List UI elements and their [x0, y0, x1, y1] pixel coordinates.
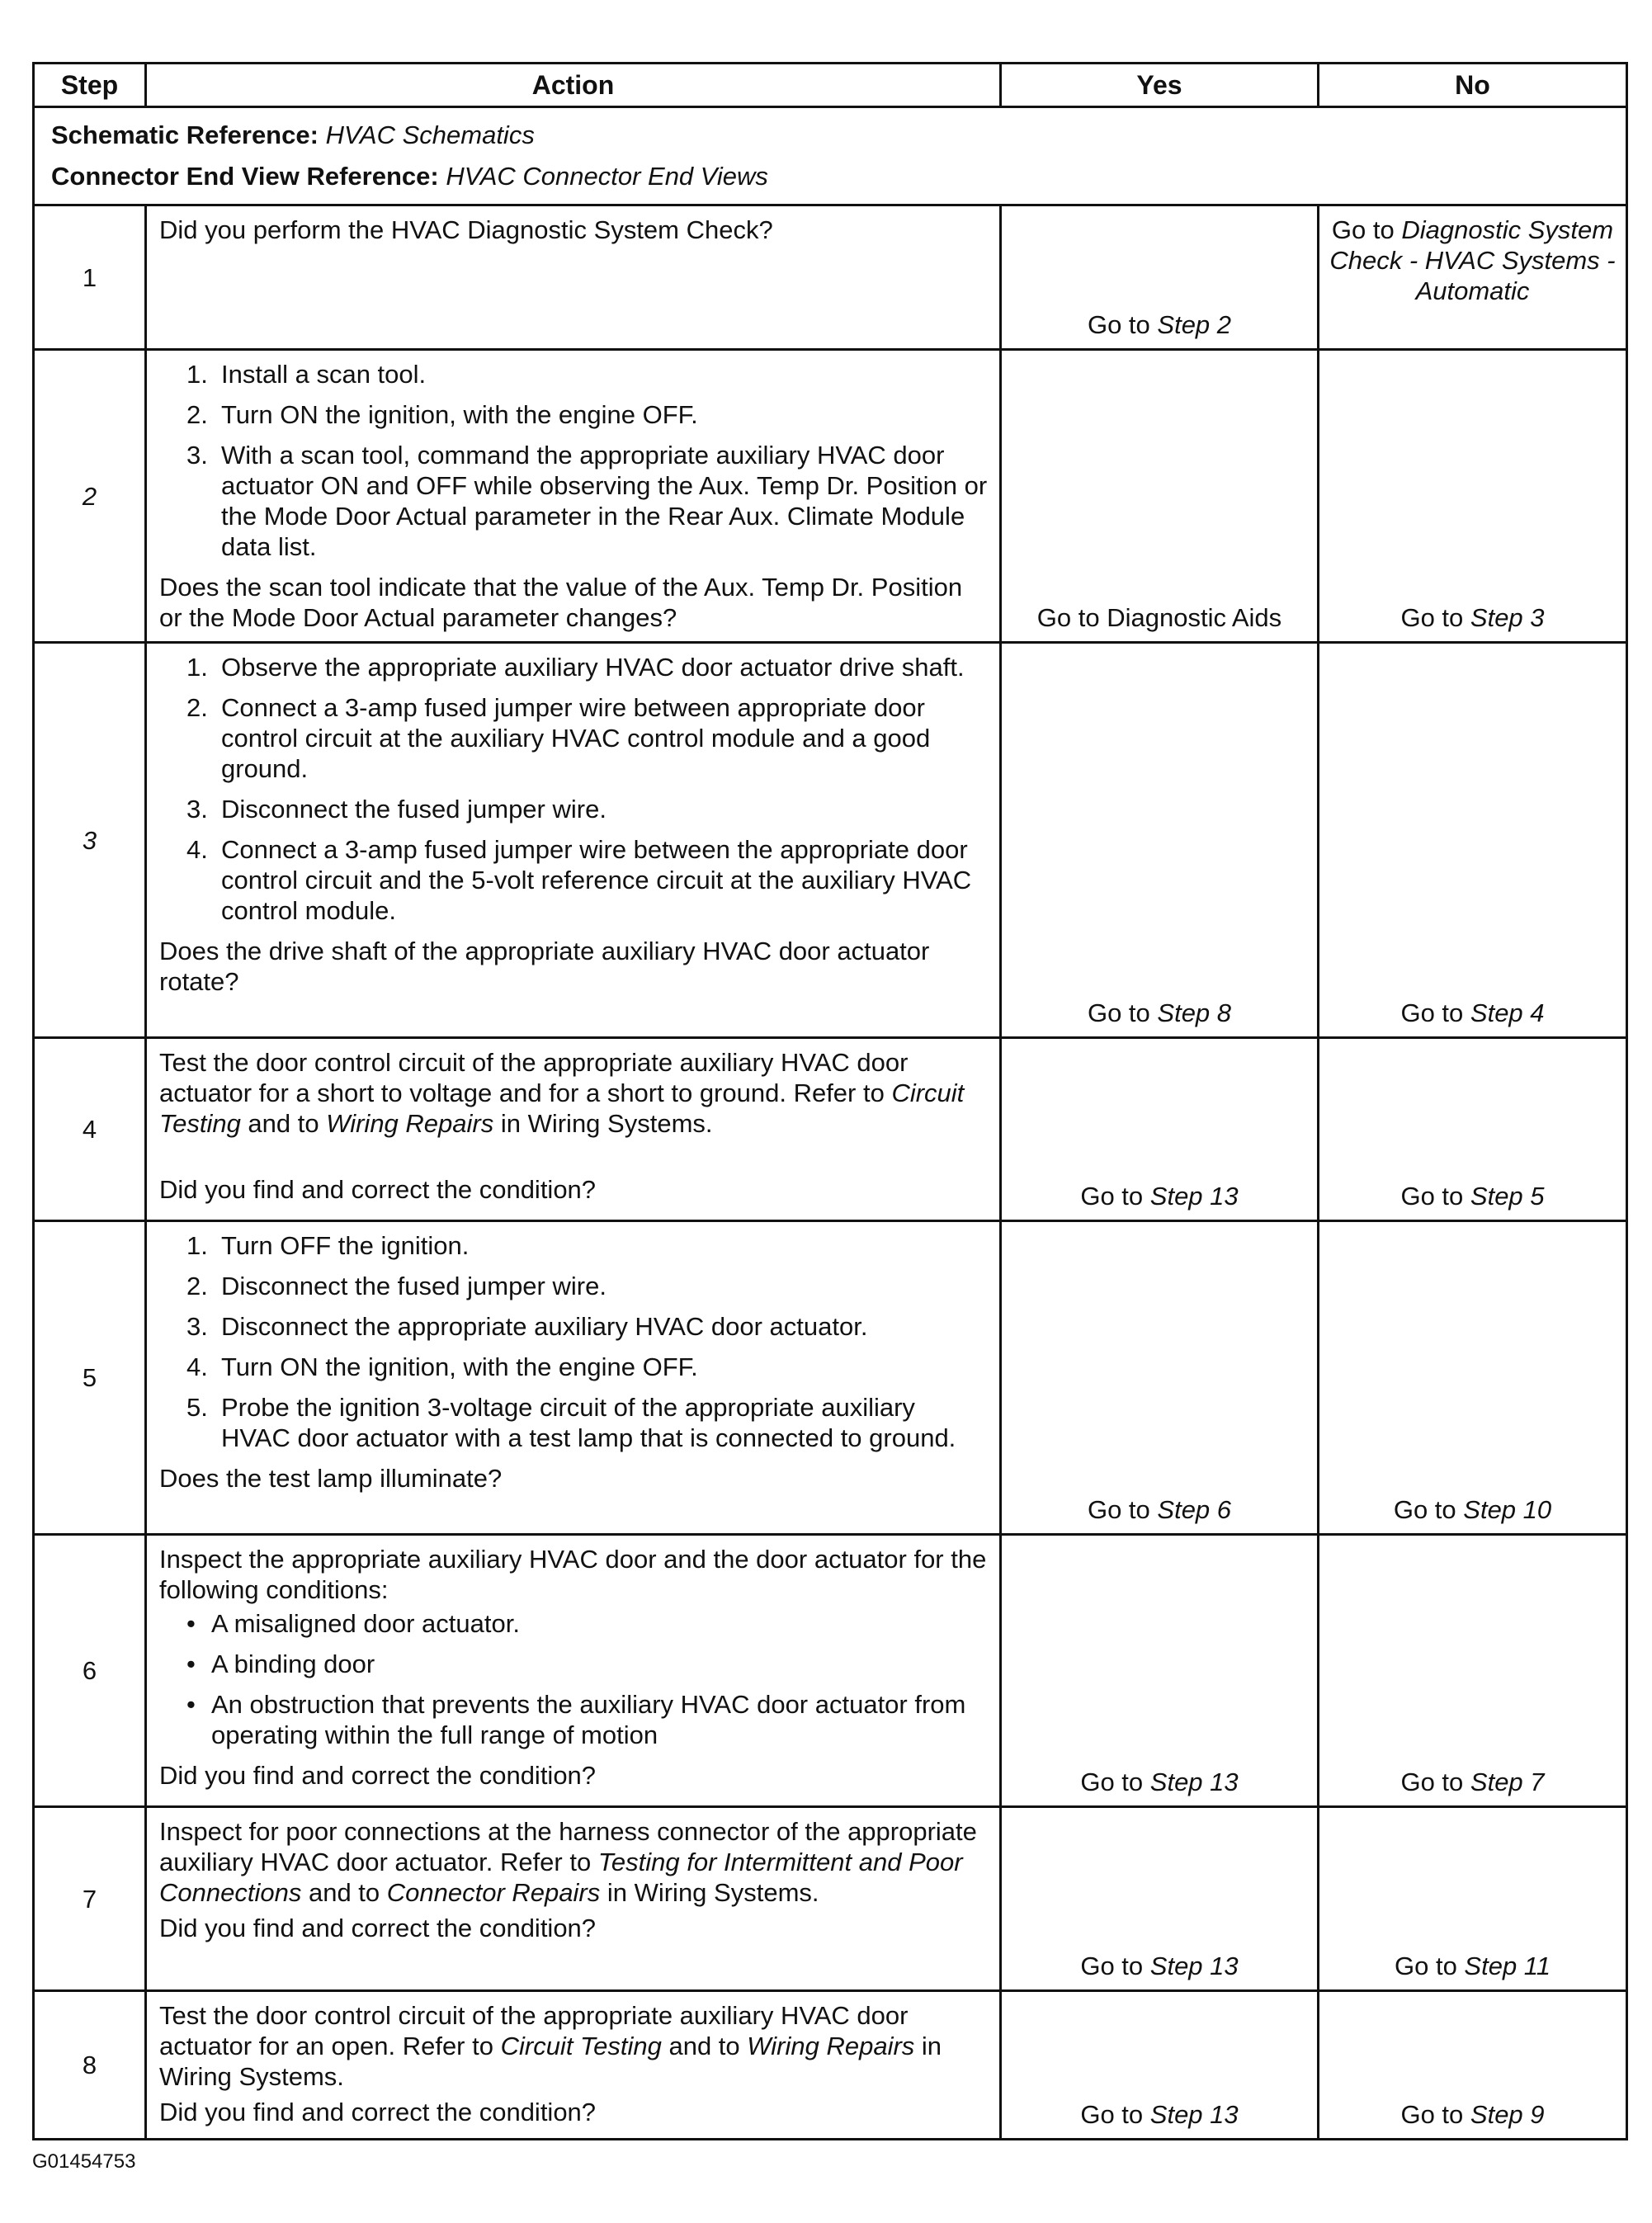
yes-step-link[interactable]: Step 2: [1157, 310, 1232, 339]
text-part: Test the door control circuit of the appropriate auxiliary HVAC door actuator for a short to voltage and for a short to ground. Refer to: [159, 1048, 909, 1107]
yes-cell: [1001, 1535, 1319, 1807]
action-question: Did you find and correct the condition?: [159, 1914, 597, 1942]
action-cell: [146, 643, 1001, 1038]
reference-cell: [34, 107, 1627, 205]
wiring-repairs-link[interactable]: Wiring Repairs: [326, 1109, 494, 1138]
text-part: in Wiring Systems.: [493, 1109, 713, 1138]
yes-cell: [1001, 643, 1319, 1038]
no-prefix: Go to: [1400, 603, 1470, 632]
table-row: [34, 1991, 1627, 2140]
list-item: [159, 1608, 988, 1639]
table-row: [34, 205, 1627, 350]
table-row: [34, 1221, 1627, 1535]
yes-cell: [1001, 350, 1319, 643]
text-part: in Wiring Systems.: [159, 2032, 942, 2091]
connector-reference-link[interactable]: HVAC Connector End Views: [446, 162, 768, 191]
action-steps: [159, 652, 988, 926]
action-text: [159, 1816, 988, 1908]
yes-step-link[interactable]: Step 13: [1149, 1182, 1239, 1211]
no-step-link[interactable]: Step 5: [1470, 1182, 1545, 1211]
no-step-link[interactable]: Step 9: [1470, 2100, 1545, 2129]
yes-cell: [1001, 1221, 1319, 1535]
action-text: [159, 1047, 988, 1139]
yes-prefix: Go to: [1087, 1495, 1158, 1524]
list-item: [159, 834, 988, 926]
no-cell: [1319, 1535, 1627, 1807]
header-no: No: [1319, 64, 1627, 107]
no-prefix: Go to: [1400, 1182, 1470, 1211]
text-part: and to: [301, 1878, 387, 1907]
item-text: An obstruction that prevents the auxiliary HVAC door actuator from operating within the full range of motion: [211, 1690, 966, 1749]
list-item: [159, 359, 988, 389]
schematic-reference-label: Schematic Reference:: [51, 120, 319, 149]
step-number: 5: [34, 1221, 146, 1535]
item-text: Turn ON the ignition, with the engine OFF.: [221, 1352, 698, 1381]
yes-prefix: Go to: [1080, 1768, 1150, 1796]
text-part: in Wiring Systems.: [600, 1878, 819, 1907]
text-part: and to: [240, 1109, 327, 1138]
action-question: Did you perform the HVAC Diagnostic System Check?: [159, 215, 773, 244]
action-cell: [146, 205, 1001, 350]
item-text: Connect a 3-amp fused jumper wire between the appropriate door control circuit and the 5-volt reference circuit at the auxiliary HVAC control module.: [221, 835, 972, 925]
diagnostic-table: [32, 62, 1628, 2140]
item-text: A misaligned door actuator.: [211, 1609, 520, 1638]
yes-cell: [1001, 1038, 1319, 1221]
figure-id: G01454753: [32, 2150, 136, 2173]
list-item: [159, 1392, 988, 1453]
item-text: Turn ON the ignition, with the engine OFF.: [221, 400, 698, 429]
text-part: and to: [661, 2032, 748, 2060]
action-question: Did you find and correct the condition?: [159, 1175, 597, 1204]
yes-step-link[interactable]: Step 13: [1149, 1952, 1239, 1980]
item-number: 1.: [186, 1231, 208, 1260]
action-question: Does the scan tool indicate that the value of the Aux. Temp Dr. Position or the Mode Door Actual parameter changes?: [159, 573, 963, 632]
testing-intermittent-link[interactable]: Testing for Intermittent and Poor Connections: [159, 1848, 963, 1907]
item-text: Disconnect the appropriate auxiliary HVAC door actuator.: [221, 1312, 868, 1341]
item-number: 5.: [186, 1393, 208, 1422]
item-text: With a scan tool, command the appropriate auxiliary HVAC door actuator ON and OFF while observing the Aux. Temp Dr. Position or the Mode Door Actual parameter in the Rear Aux. Climate Module data list.: [221, 441, 988, 561]
step-number: 8: [34, 1991, 146, 2140]
schematic-reference-link[interactable]: HVAC Schematics: [325, 120, 535, 149]
no-cell: [1319, 350, 1627, 643]
item-text: Turn OFF the ignition.: [221, 1231, 470, 1260]
action-question: Did you find and correct the condition?: [159, 2098, 597, 2126]
yes-cell: [1001, 1991, 1319, 2140]
item-number: 4.: [186, 1352, 208, 1381]
schematic-reference: [51, 115, 1626, 156]
table-row: [34, 350, 1627, 643]
wiring-repairs-link[interactable]: Wiring Repairs: [747, 2032, 915, 2060]
step-number: 1: [34, 205, 146, 350]
no-step-link[interactable]: Step 10: [1463, 1495, 1552, 1524]
list-item: [159, 692, 988, 784]
list-item: [159, 1649, 988, 1679]
spacer: [159, 1139, 988, 1169]
item-number: 1.: [186, 653, 208, 682]
header-yes: Yes: [1001, 64, 1319, 107]
connector-reference-label: Connector End View Reference:: [51, 162, 439, 191]
yes-link[interactable]: Go to Diagnostic Aids: [1036, 603, 1282, 632]
yes-step-link[interactable]: Step 6: [1157, 1495, 1232, 1524]
no-cell: [1319, 1807, 1627, 1991]
step-number: 7: [34, 1807, 146, 1991]
action-question: Does the drive shaft of the appropriate auxiliary HVAC door actuator rotate?: [159, 937, 930, 996]
list-item: [159, 1271, 988, 1301]
no-step-link[interactable]: Step 4: [1470, 998, 1545, 1027]
action-cell: [146, 1038, 1001, 1221]
item-number: 2.: [186, 1272, 208, 1300]
header-action: Action: [146, 64, 1001, 107]
step-number: 2: [34, 350, 146, 643]
yes-prefix: Go to: [1087, 998, 1158, 1027]
no-cell: [1319, 1221, 1627, 1535]
item-text: Disconnect the fused jumper wire.: [221, 795, 607, 824]
item-number: 1.: [186, 360, 208, 389]
no-prefix: Go to: [1331, 215, 1402, 244]
action-cell: [146, 1807, 1001, 1991]
item-number: 2.: [186, 400, 208, 429]
reference-row: [34, 107, 1627, 205]
circuit-testing-link[interactable]: Circuit Testing: [500, 2032, 662, 2060]
yes-step-link[interactable]: Step 13: [1149, 1768, 1239, 1796]
text-part: Inspect for poor connections at the harness connector of the appropriate auxiliary HVAC door actuator. Refer to: [159, 1817, 977, 1876]
list-item: [159, 652, 988, 682]
item-text: Connect a 3-amp fused jumper wire between appropriate door control circuit at the auxiliary HVAC control module and a good ground.: [221, 693, 931, 783]
yes-prefix: Go to: [1080, 1952, 1150, 1980]
item-text: Disconnect the fused jumper wire.: [221, 1272, 607, 1300]
no-prefix: Go to: [1400, 998, 1470, 1027]
item-number: 3.: [186, 795, 208, 824]
no-cell: [1319, 1991, 1627, 2140]
step-number: 6: [34, 1535, 146, 1807]
action-cell: [146, 1535, 1001, 1807]
item-text: A binding door: [211, 1650, 375, 1678]
no-step-link[interactable]: Step 11: [1464, 1952, 1551, 1980]
table-row: [34, 643, 1627, 1038]
table-row: [34, 1038, 1627, 1221]
yes-prefix: Go to: [1080, 2100, 1150, 2129]
item-number: 3.: [186, 441, 208, 470]
action-question: Did you find and correct the condition?: [159, 1761, 597, 1790]
no-cell: [1319, 205, 1627, 350]
text-part: Test the door control circuit of the appropriate auxiliary HVAC door actuator for an open. Refer to: [159, 2001, 909, 2060]
no-prefix: Go to: [1400, 2100, 1470, 2129]
item-text: Install a scan tool.: [221, 360, 427, 389]
table-row: [34, 1535, 1627, 1807]
action-steps: [159, 1230, 988, 1453]
list-item: [159, 1230, 988, 1261]
bullet-icon: •: [186, 1690, 196, 1719]
item-number: 2.: [186, 693, 208, 722]
no-cell: [1319, 1038, 1627, 1221]
connector-reference: [51, 156, 1626, 197]
yes-prefix: Go to: [1087, 310, 1158, 339]
no-cell: [1319, 643, 1627, 1038]
condition-list: [159, 1608, 988, 1750]
list-item: [159, 440, 988, 562]
step-number: 4: [34, 1038, 146, 1221]
action-question: Does the test lamp illuminate?: [159, 1464, 503, 1493]
item-number: 4.: [186, 835, 208, 864]
connector-repairs-link[interactable]: Connector Repairs: [386, 1878, 601, 1907]
yes-prefix: Go to: [1080, 1182, 1150, 1211]
header-row: [34, 64, 1627, 107]
yes-cell: [1001, 1807, 1319, 1991]
item-text: Probe the ignition 3-voltage circuit of the appropriate auxiliary HVAC door actuator with a test lamp that is connected to ground.: [221, 1393, 956, 1452]
list-item: [159, 399, 988, 430]
item-number: 3.: [186, 1312, 208, 1341]
bullet-icon: •: [186, 1609, 196, 1638]
no-step-link[interactable]: Diagnostic System Check - HVAC Systems - Automatic: [1329, 215, 1616, 305]
list-item: [159, 1689, 988, 1750]
action-intro: Inspect the appropriate auxiliary HVAC door and the door actuator for the following conditions:: [159, 1545, 987, 1604]
list-item: [159, 1311, 988, 1342]
no-step-link[interactable]: Step 3: [1470, 603, 1545, 632]
no-prefix: Go to: [1393, 1495, 1464, 1524]
item-text: Observe the appropriate auxiliary HVAC door actuator drive shaft.: [221, 653, 965, 682]
yes-step-link[interactable]: Step 13: [1149, 2100, 1239, 2129]
no-prefix: Go to: [1400, 1768, 1470, 1796]
action-steps: [159, 359, 988, 562]
action-cell: [146, 1221, 1001, 1535]
yes-step-link[interactable]: Step 8: [1157, 998, 1232, 1027]
no-step-link[interactable]: Step 7: [1470, 1768, 1545, 1796]
circuit-testing-link[interactable]: Circuit Testing: [159, 1078, 965, 1138]
action-cell: [146, 350, 1001, 643]
action-cell: [146, 1991, 1001, 2140]
header-step: Step: [34, 64, 146, 107]
no-prefix: Go to: [1394, 1952, 1465, 1980]
table-row: [34, 1807, 1627, 1991]
list-item: [159, 794, 988, 824]
bullet-icon: •: [186, 1650, 196, 1678]
list-item: [159, 1352, 988, 1382]
action-text: [159, 2000, 988, 2092]
step-number: 3: [34, 643, 146, 1038]
yes-cell: [1001, 205, 1319, 350]
